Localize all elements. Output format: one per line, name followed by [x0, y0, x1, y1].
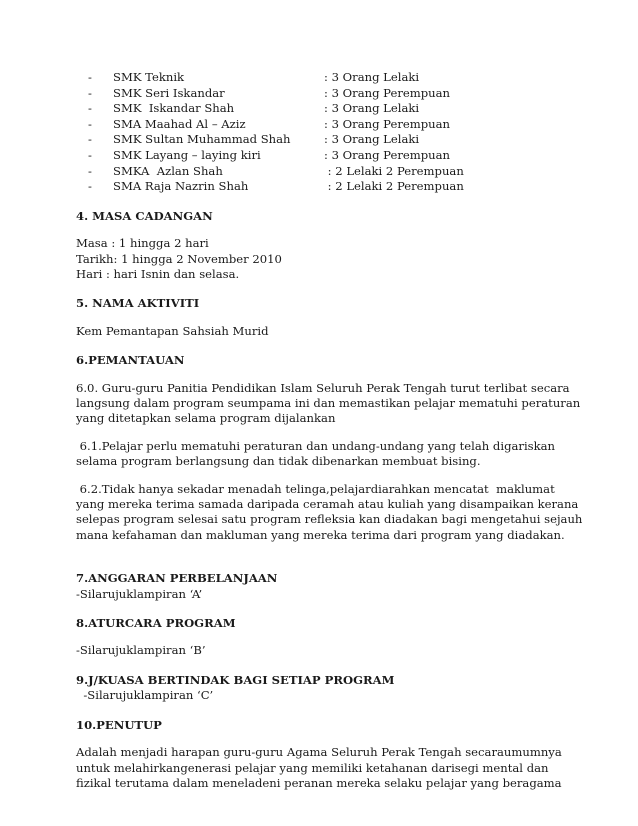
school-count: : 3 Orang Lelaki: [324, 70, 420, 84]
paragraph-line: yang ditetapkan selama program dijalankan: [76, 411, 336, 426]
school-count: : 3 Orang Lelaki: [324, 132, 420, 147]
school-name: SMK Iskandar Shah: [113, 101, 235, 116]
masa-paragraph: [76, 236, 576, 282]
school-name: SMK Seri Iskandar: [113, 85, 225, 100]
school-count: : 3 Orang Perempuan: [324, 85, 450, 100]
list-dash: -: [88, 70, 92, 84]
section-heading-pemantauan: 6.PEMANTAUAN: [76, 353, 185, 368]
paragraph-line: mana kefahaman dan makluman yang mereka terima dari program yang diadakan.: [76, 527, 565, 542]
paragraph-line: untuk melahirkangenerasi pelajar yang memiliki ketahanan darisegi mental dan: [76, 760, 549, 775]
paragraph-line: Adalah menjadi harapan guru-guru Agama Seluruh Perak Tengah secaraumumnya: [76, 745, 562, 760]
section-heading-nama-aktiviti: 5. NAMA AKTIVITI: [76, 296, 200, 311]
list-item: [76, 86, 576, 102]
list-dash: -: [88, 101, 92, 116]
paragraph-line: langsung dalam program seumpama ini dan memastikan pelajar mematuhi peraturan: [76, 396, 581, 410]
document-page: [76, 70, 583, 791]
anggaran-text: -Silarujuklampiran ‘A’: [76, 586, 203, 601]
list-item: [76, 117, 576, 133]
paragraph-line: 6.2.Tidak hanya sekadar menadah telinga,pelajardiarahkan mencatat maklumat: [76, 481, 555, 496]
list-dash: -: [88, 179, 92, 194]
list-item: [76, 148, 576, 164]
pemantauan-paragraph-3: [76, 481, 583, 544]
paragraph-line: yang mereka terima samada daripada ceramah atau kuliah yang disampaikan kerana: [76, 497, 579, 512]
school-name: SMK Layang – laying kiri: [113, 147, 261, 162]
list-dash: -: [88, 147, 92, 162]
paragraph-line: fizikal terutama dalam meneladeni peranan mereka selaku pelajar yang beragama: [76, 775, 562, 790]
section-heading-masa-cadangan: 4. MASA CADANGAN: [76, 208, 213, 223]
section-heading-aturcara-program: 8.ATURCARA PROGRAM: [76, 616, 236, 631]
list-item: [76, 132, 576, 148]
school-name: SMA Maahad Al – Aziz: [113, 116, 246, 131]
school-count: : 3 Orang Perempuan: [324, 116, 450, 131]
list-dash: -: [88, 116, 92, 131]
hari-line: Hari : hari Isnin dan selasa.: [76, 266, 240, 281]
school-list: [76, 70, 576, 195]
section-heading-penutup: 10.PENUTUP: [76, 717, 162, 732]
list-item: [76, 179, 576, 195]
pemantauan-paragraph-2: [76, 439, 576, 470]
list-item: [76, 70, 576, 86]
jawatankuasa-text: -Silarujuklampiran ‘C’: [76, 688, 214, 703]
paragraph-line: selama program berlangsung dan tidak dibenarkan membuat bising.: [76, 454, 481, 469]
pemantauan-paragraph-1: [76, 380, 581, 427]
school-count: : 2 Lelaki 2 Perempuan: [324, 179, 464, 194]
school-count: : 3 Orang Perempuan: [324, 147, 450, 162]
paragraph-line: 6.1.Pelajar perlu mematuhi peraturan dan undang-undang yang telah digariskan: [76, 438, 556, 453]
list-item: [76, 164, 576, 180]
school-count: : 2 Lelaki 2 Perempuan: [324, 163, 464, 178]
paragraph-line: selepas program selesai satu program refleksia kan diadakan bagi mengetahui sejauh: [76, 512, 583, 527]
school-name: SMA Raja Nazrin Shah: [113, 179, 249, 194]
list-dash: -: [88, 85, 92, 100]
masa-line: Masa : 1 hingga 2 hari: [76, 236, 209, 251]
aturcara-text: -Silarujuklampiran ‘B’: [76, 643, 206, 658]
paragraph-line: 6.0. Guru-guru Panitia Pendidikan Islam Seluruh Perak Tengah turut terlibat secara: [76, 380, 570, 395]
section-heading-jawatankuasa: 9.J/KUASA BERTINDAK BAGI SETIAP PROGRAM: [76, 672, 395, 687]
school-name: SMK Sultan Muhammad Shah: [113, 132, 291, 147]
tarikh-line: Tarikh: 1 hingga 2 November 2010: [76, 251, 282, 266]
list-item: [76, 101, 576, 117]
list-dash: -: [88, 132, 92, 147]
penutup-paragraph: [76, 745, 576, 791]
list-dash: -: [88, 163, 92, 178]
school-count: : 3 Orang Lelaki: [324, 101, 420, 116]
school-name: SMKA Azlan Shah: [113, 163, 223, 178]
section-heading-anggaran-perbelanjaan: 7.ANGGARAN PERBELANJAAN: [76, 571, 278, 586]
school-name: SMK Teknik: [113, 70, 185, 84]
nama-aktiviti-text: Kem Pemantapan Sahsiah Murid: [76, 323, 269, 338]
